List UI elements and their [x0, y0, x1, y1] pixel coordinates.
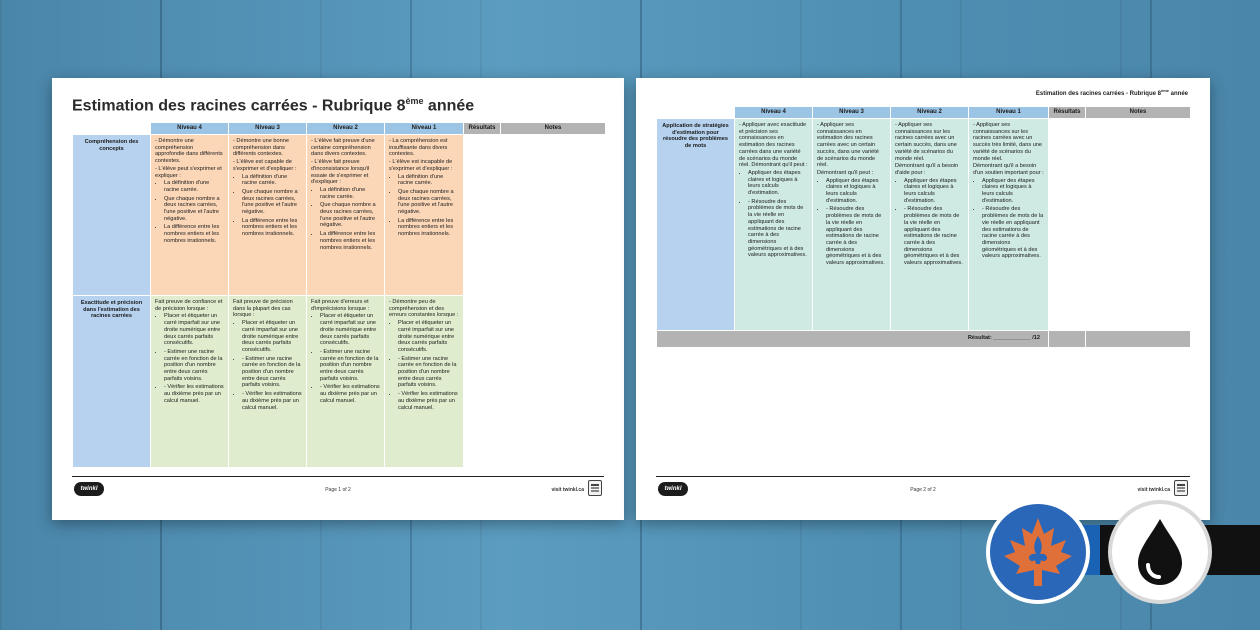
header-notes: Notes	[1086, 107, 1191, 119]
resultats-cell	[1049, 119, 1086, 331]
table-row	[657, 119, 1191, 331]
header-blank	[657, 107, 735, 119]
level-cell: - Démontre peu de compréhension et des erreurs constantes lorsque : • Placer et étiqueter un carré imparfait sur une droite numérique entre deux carrés parfaits consécutifs. • - Estimer une racine carrée en fonction de la position d'un nombre entre deux carrés parfaits voisins. • - Vérifier les estimations au dixième près par un calcul manuel.	[385, 296, 464, 468]
page-title: Estimation des racines carrées - Rubrique 8ème année	[72, 96, 475, 115]
resultats-cell	[464, 296, 501, 468]
table-row	[73, 135, 606, 296]
visit-link: visit twinkl.ca	[551, 487, 584, 493]
rubric-page-1	[52, 78, 624, 520]
header-row	[73, 123, 606, 135]
level-cell: - Appliquer ses connaissances sur les racines carrées avec un succès très limité, dans une variété de scénarios du monde réel. Démontrant qu'il a besoin d'un soutien important pour : • Appliquer des étapes claires et logiques à leurs calculs d'estimation. • - Résoudre des problèmes de mots de la vie réelle en appliquant des estimations de racine carrée à des dimensions géométriques et à des valeurs approximatives.	[969, 119, 1049, 331]
footer-divider	[656, 476, 1190, 477]
page-number: Page 1 of 2	[325, 487, 351, 493]
rubric-table	[656, 106, 1191, 348]
twinkl-logo: twinkl	[658, 482, 688, 496]
footer-divider	[72, 476, 604, 477]
level-cell: - Appliquer ses connaissances en estimation des racines carrées avec un certain succès, dans une variété de scénarios du monde réel. Démontrant qu'il peut : • Appliquer des étapes claires et logiques à leurs calculs d'estimation. • - Résoudre des problèmes de mots de la vie réelle en appliquant des estimations de racine carrée à des dimensions géométriques et à des valeurs approximatives.	[813, 119, 891, 331]
header-niveau-2: Niveau 2	[891, 107, 969, 119]
notes-cell	[1086, 119, 1191, 331]
visit-link: visit twinkl.ca	[1137, 487, 1170, 493]
level-cell: - Appliquer avec exactitude et précision ses connaissances en estimation des racines carrées dans une variété de scénarios du monde réel. Démontrant qu'il peut : • Appliquer des étapes claires et logiques à leurs calculs d'estimation. • - Résoudre des problèmes de mots de la vie réelle en appliquant des estimations de racine carrée à des dimensions géométriques et à des valeurs approximatives.	[735, 119, 813, 331]
header-niveau-1: Niveau 1	[385, 123, 464, 135]
level-cell: - Appliquer ses connaissances sur les racines carrées avec un certain succès, dans une variété de scénarios du monde réel. Démontrant qu'il a besoin d'aide pour : • Appliquer des étapes claires et logiques à leurs calculs d'estimation. • - Résoudre des problèmes de mots de la vie réelle en appliquant des estimations de racine carrée à des dimensions géométriques et à des valeurs approximatives.	[891, 119, 969, 331]
header-notes: Notes	[501, 123, 606, 135]
criterion-label: Exactitude et précision dans l'estimation des racines carrées	[73, 296, 151, 468]
twinkl-logo: twinkl	[74, 482, 104, 496]
header-niveau-3: Niveau 3	[229, 123, 307, 135]
resultats-cell	[464, 135, 501, 296]
rubric-page-2	[636, 78, 1210, 520]
header-row	[657, 107, 1191, 119]
criterion-label: Application de stratégies d'estimation pour résoudre des problèmes de mots	[657, 119, 735, 331]
rubric-table	[72, 122, 606, 468]
header-niveau-3: Niveau 3	[813, 107, 891, 119]
result-score-cell	[1049, 331, 1086, 348]
notes-cell	[501, 296, 606, 468]
level-cell: - L'élève fait preuve d'une certaine compréhension dans divers contextes. - L'élève fait preuve d'inconsistance lorsqu'il essaie de s'exprimer et d'expliquer : • La définition d'une racine carrée. • Que chaque nombre a deux racines carrées, l'une positive et l'autre négative. • La différence entre les nombres entiers et les nombres irrationnels.	[307, 135, 385, 296]
level-cell: - Démontre une compréhension approfondie dans différents contextes. - L'élève peut s'exprimer et expliquer : • La définition d'une racine carrée. • Que chaque nombre a deux racines carrées, l'une positive et l'autre négative. • La différence entre les nombres entiers et les nombres irrationnels.	[151, 135, 229, 296]
level-cell: Fait preuve de précision dans la plupart des cas lorsque : • Placer et étiqueter un carré imparfait sur une droite numérique entre deux carrés parfaits consécutifs. • - Estimer une racine carrée en fonction de la position d'un nombre entre deux carrés parfaits voisins. • - Vérifier les estimations au dixième près par un calcul manuel.	[229, 296, 307, 468]
header-resultats: Résultats	[1049, 107, 1086, 119]
criterion-label: Compréhension des concepts	[73, 135, 151, 296]
header-niveau-4: Niveau 4	[735, 107, 813, 119]
level-cell: Fait preuve d'erreurs et d'imprécisions lorsque : • Placer et étiqueter un carré imparfait sur une droite numérique entre deux carrés parfaits consécutifs. • - Estimer une racine carrée en fonction de la position d'un nombre entre deux carrés parfaits voisins. • - Vérifier les estimations au dixième près par un calcul manuel.	[307, 296, 385, 468]
notes-cell	[501, 135, 606, 296]
header-blank	[73, 123, 151, 135]
page-number: Page 2 of 2	[910, 487, 936, 493]
page-title: Estimation des racines carrées - Rubrique 8ème année	[1035, 88, 1188, 97]
header-niveau-4: Niveau 4	[151, 123, 229, 135]
maple-leaf-fleur-de-lis-icon	[986, 500, 1090, 604]
table-row	[73, 296, 606, 468]
level-cell: Fait preuve de confiance et de précision lorsque : • Placer et étiqueter un carré imparfait sur une droite numérique entre deux carrés parfaits consécutifs. • - Estimer une racine carrée en fonction de la position d'un nombre entre deux carrés parfaits voisins. • - Vérifier les estimations au dixième près par un calcul manuel.	[151, 296, 229, 468]
quality-badge-icon	[588, 480, 602, 496]
water-drop-icon	[1108, 500, 1212, 604]
header-niveau-2: Niveau 2	[307, 123, 385, 135]
level-cell: - La compréhension est insuffisante dans divers contextes. - L'élève est incapable de s'exprimer et d'expliquer : • La définition d'une racine carrée. • Que chaque nombre a deux racines carrées, l'une positive et l'autre négative. • La différence entre les nombres entiers et les nombres irrationnels.	[385, 135, 464, 296]
quality-badge-icon	[1174, 480, 1188, 496]
result-notes-cell	[1086, 331, 1191, 348]
header-resultats: Résultats	[464, 123, 501, 135]
result-row	[657, 331, 1191, 348]
level-cell: - Démontre une bonne compréhension dans différents contextes. - L'élève est capable de s'exprimer et d'expliquer : • La définition d'une racine carrée. • Que chaque nombre a deux racines carrées, l'une positive et l'autre négative. • La différence entre les nombres entiers et les nombres irrationnels.	[229, 135, 307, 296]
header-niveau-1: Niveau 1	[969, 107, 1049, 119]
result-label: Résultat: ____________ /12	[657, 331, 1049, 348]
